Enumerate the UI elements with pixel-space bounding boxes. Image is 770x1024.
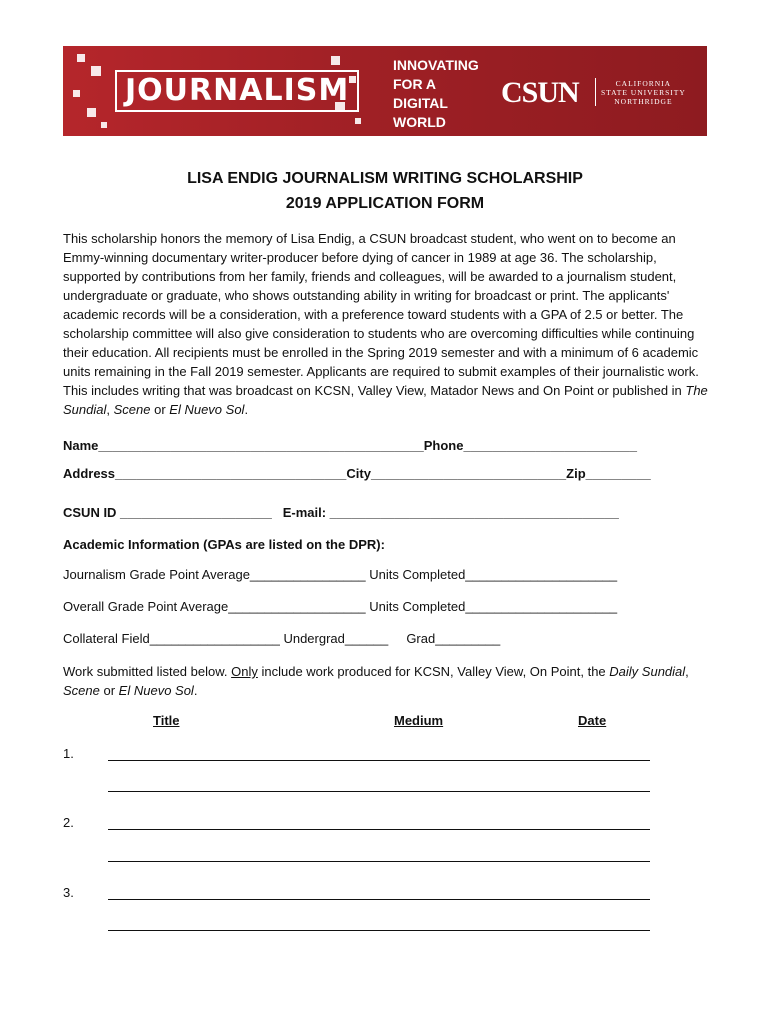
intro-paragraph: This scholarship honors the memory of Lisa Endig, a CSUN broadcast student, who went on to become an Emmy-winning documentary writer-producer before dying of cancer in 1989 at age 36. The scholarship, supported by contributions from her family, friends and colleagues, will be awarded to a journalism student, undergraduate or graduate, who shows outstanding ability in writing for broadcast or print. The applicants' academic records will be a consideration, with a preference toward students with a GPA of 2.5 or better. The scholarship committee will also give consideration to students who are overcoming difficulties while continuing their education. All recipients must be enrolled in the Spring 2019 semester and with a minimum of 6 academic units remaining in the Fall 2019 semester. Applicants are required to submit examples of their journalistic work. This includes writing that was broadcast on KCSN, Valley View, Matador News and On Point or published in The Sundial, Scene or El Nuevo Sol. (63, 231, 708, 417)
date-column-header: Date (578, 713, 607, 728)
decorative-square (355, 118, 361, 124)
form-title: LISA ENDIG JOURNALISM WRITING SCHOLARSHIP (187, 170, 583, 187)
row-number-3: 3. (63, 885, 74, 900)
decorative-square (331, 56, 340, 65)
form-subtitle: 2019 APPLICATION FORM (285, 195, 485, 212)
work-entry-line[interactable] (108, 930, 650, 931)
banner-tagline: INNOVATING FOR A DIGITAL WORLD (393, 57, 479, 130)
work-entry-line[interactable] (108, 829, 650, 830)
row-number-2: 2. (63, 815, 74, 830)
csun-id-email-field[interactable]: CSUN ID _____________________ E-mail: ________________________________________ (63, 505, 619, 520)
journalism-logo: JOURNALISM (115, 70, 359, 112)
academic-info-heading: Academic Information (GPAs are listed on the DPR): (63, 537, 385, 552)
decorative-square (77, 54, 85, 62)
medium-column-header: Medium (394, 713, 444, 728)
work-entry-line[interactable] (108, 861, 650, 862)
journalism-gpa-field[interactable]: Journalism Grade Point Average________________ Units Completed_____________________ (63, 567, 618, 582)
title-column-header: Title (153, 713, 180, 728)
csun-logo: CSUN (501, 76, 579, 109)
header-banner (63, 46, 707, 136)
address-city-zip-field[interactable]: Address________________________________City___________________________Zip_________ (63, 466, 651, 481)
row-number-1: 1. (63, 746, 74, 761)
decorative-square (101, 122, 107, 128)
collateral-field[interactable]: Collateral Field__________________ Undergrad______ Grad_________ (63, 631, 501, 646)
logo-divider (595, 78, 596, 106)
university-name: CALIFORNIA STATE UNIVERSITY NORTHRIDGE (601, 79, 686, 106)
overall-gpa-field[interactable]: Overall Grade Point Average___________________ Units Completed_____________________ (63, 599, 618, 614)
work-entry-line[interactable] (108, 760, 650, 761)
work-instructions: Work submitted listed below. Only include work produced for KCSN, Valley View, On Point, the Daily Sundial, Scene or El Nuevo Sol. (63, 664, 689, 698)
work-entry-line[interactable] (108, 791, 650, 792)
name-phone-field[interactable]: Name_____________________________________________Phone________________________ (63, 438, 637, 453)
decorative-square (91, 66, 101, 76)
decorative-square (87, 108, 96, 117)
work-entry-line[interactable] (108, 899, 650, 900)
decorative-square (73, 90, 80, 97)
